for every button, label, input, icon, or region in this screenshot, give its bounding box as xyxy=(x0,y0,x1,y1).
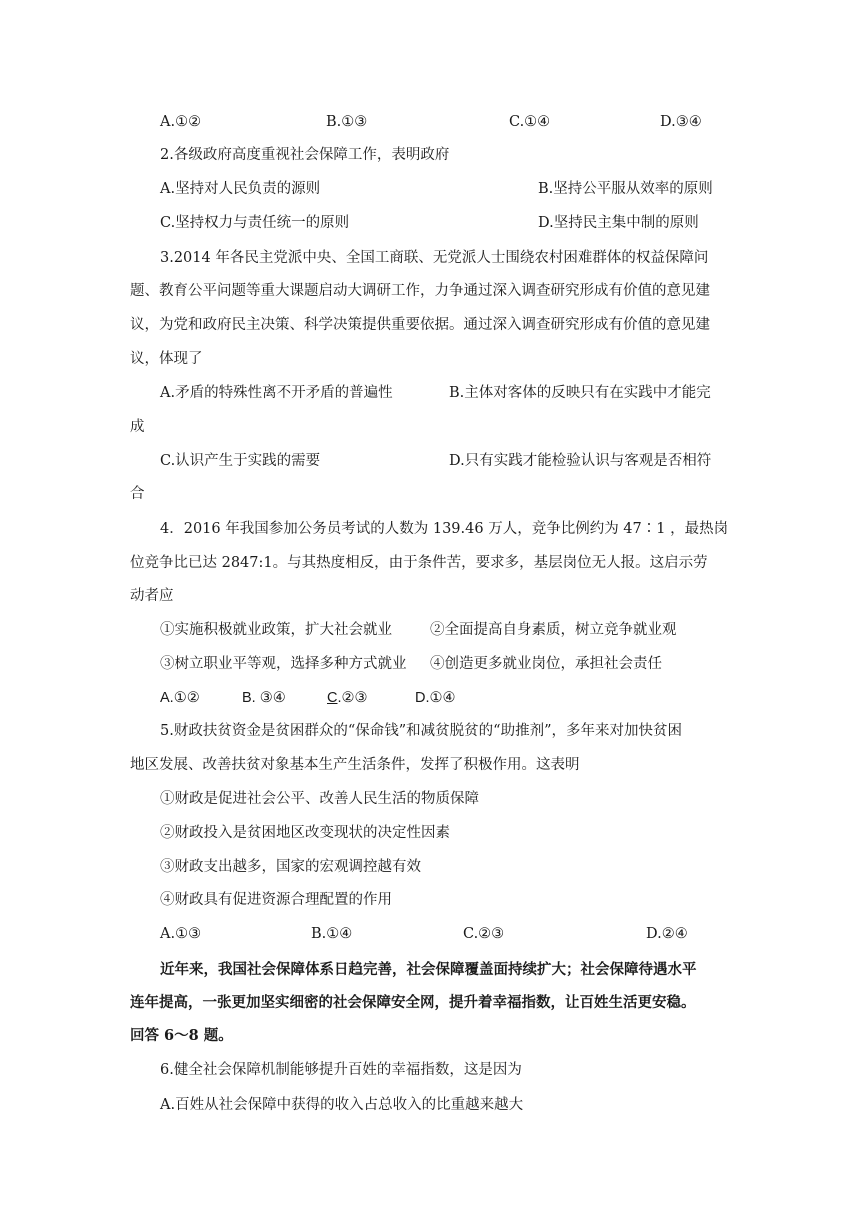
q4-option-a: A.①② xyxy=(160,690,200,706)
q2-option-d: D.坚持民主集中制的原则 xyxy=(538,215,699,231)
q5-option-a: A.①③ xyxy=(160,926,202,942)
q4-item-1: ①实施积极就业政策，扩大社会就业 xyxy=(160,622,392,638)
q3-stem-line1: 3.2014 年各民主党派中央、全国工商联、无党派人士围绕农村困难群体的权益保障问 xyxy=(160,250,709,266)
q4-stem-line2: 位竞争比已达 2847:1。与其热度相反，由于条件苦，要求多，基层岗位无人报。这启示劳 xyxy=(130,555,708,571)
q5-stem-line2: 地区发展、改善扶贫对象基本生产生活条件，发挥了积极作用。这表明 xyxy=(130,757,580,773)
q4-stem-line1: 4．2016 年我国参加公务员考试的人数为 139.46 万人，竞争比例约为 47∶1 ，最热岗 xyxy=(160,521,729,537)
passage-line2: 连年提高，一张更加坚实细密的社会保障安全网，提升着幸福指数，让百姓生活更安稳。 xyxy=(130,994,696,1011)
q4-option-b: B. ③④ xyxy=(242,690,286,706)
q3-option-a: A.矛盾的特殊性离不开矛盾的普遍性 xyxy=(160,385,393,401)
q4-option-c xyxy=(327,688,368,708)
q1-option-b: B.①③ xyxy=(326,114,368,130)
q4-item-3: ③树立职业平等观，选择多种方式就业 xyxy=(160,656,407,672)
q3-stem-line4: 议，体现了 xyxy=(130,351,203,367)
q2-option-b: B.坚持公平服从效率的原则 xyxy=(538,181,713,197)
passage-line3: 回答 6～8 题。 xyxy=(130,1027,233,1044)
q2-option-a: A.坚持对人民负责的源则 xyxy=(160,181,321,197)
q3-option-d: D.只有实践才能检验认识与客观是否相符 xyxy=(449,453,712,469)
q2-stem: 2.各级政府高度重视社会保障工作，表明政府 xyxy=(160,147,450,163)
q4-item-2: ②全面提高自身素质，树立竞争就业观 xyxy=(430,622,677,638)
q5-item-4: ④财政具有促进资源合理配置的作用 xyxy=(160,892,392,908)
q5-item-2: ②财政投入是贫困地区改变现状的决定性因素 xyxy=(160,825,450,841)
q3-option-b-continued: 成 xyxy=(130,419,145,435)
q4-option-c-letter: C xyxy=(327,690,338,706)
q1-option-a: A.①② xyxy=(160,114,202,130)
q5-item-1: ①财政是促进社会公平、改善人民生活的物质保障 xyxy=(160,791,479,807)
q5-option-b: B.①④ xyxy=(311,926,353,942)
q3-option-c: C.认识产生于实践的需要 xyxy=(160,453,321,469)
q4-option-c-rest: .②③ xyxy=(337,690,368,706)
q1-option-c: C.①④ xyxy=(509,114,551,130)
q3-stem-line3: 议，为党和政府民主决策、科学决策提供重要依据。通过深入调查研究形成有价值的意见建 xyxy=(130,317,710,333)
q4-item-4: ④创造更多就业岗位，承担社会责任 xyxy=(430,656,662,672)
q4-stem-line3: 动者应 xyxy=(130,588,174,604)
q5-option-c: C.②③ xyxy=(463,926,505,942)
q3-option-b: B.主体对客体的反映只有在实践中才能完 xyxy=(449,385,711,401)
q3-stem-line2: 题、教育公平问题等重大课题启动大调研工作，力争通过深入调查研究形成有价值的意见建 xyxy=(130,283,710,299)
q6-option-a: A.百姓从社会保障中获得的收入占总收入的比重越来越大 xyxy=(160,1097,524,1113)
q5-item-3: ③财政支出越多，国家的宏观调控越有效 xyxy=(160,859,421,875)
q5-stem-line1: 5.财政扶贫资金是贫困群众的“保命钱”和减贫脱贫的“助推剂”，多年来对加快贫困 xyxy=(160,723,682,739)
q1-option-d: D.③④ xyxy=(660,114,702,130)
passage-line1: 近年来，我国社会保障体系日趋完善，社会保障覆盖面持续扩大；社会保障待遇水平 xyxy=(160,961,697,978)
q5-option-d: D.②④ xyxy=(646,926,688,942)
q3-option-d-continued: 合 xyxy=(130,486,145,502)
q6-stem: 6.健全社会保障机制能够提升百姓的幸福指数，这是因为 xyxy=(160,1062,522,1078)
q2-option-c: C.坚持权力与责任统一的原则 xyxy=(160,215,350,231)
q4-option-d: D.①④ xyxy=(415,690,456,706)
